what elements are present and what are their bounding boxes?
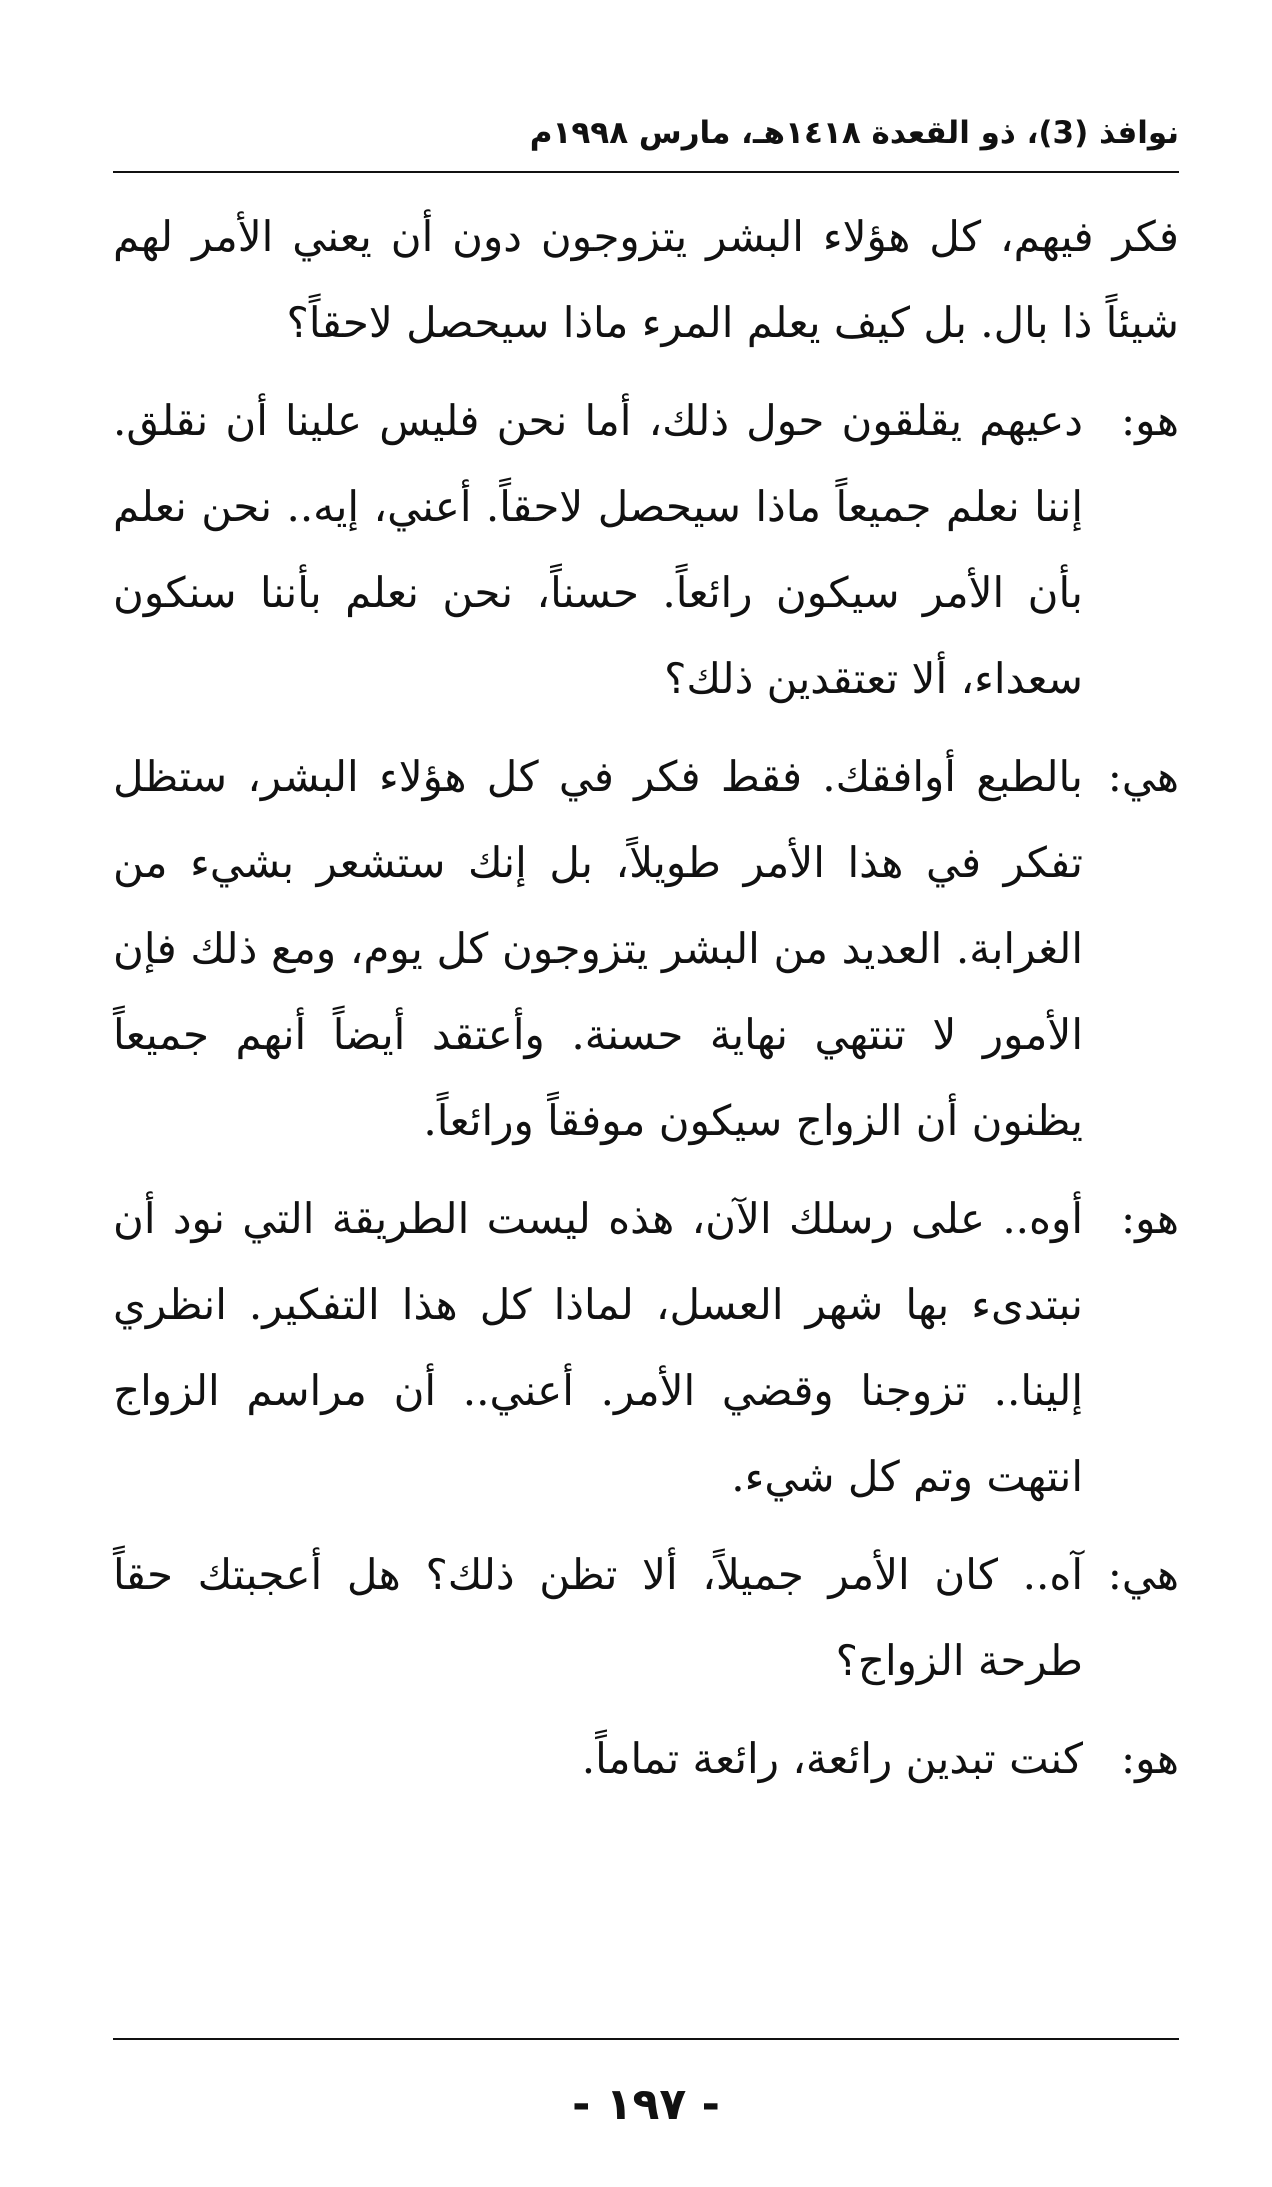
dialogue-paragraph-he bbox=[113, 378, 1179, 722]
dialogue-paragraph-she bbox=[113, 734, 1179, 1164]
running-header: نوافذ (3)، ذو القعدة ١٤١٨هـ، مارس ١٩٩٨م bbox=[529, 115, 1179, 151]
narration-paragraph bbox=[113, 194, 1179, 366]
dialogue-paragraph-he bbox=[113, 1176, 1179, 1520]
dialogue-text: أوه.. على رسلك الآن، هذه ليست الطريقة التي نود أن نبتدىء بها شهر العسل، لماذا كل هذا التفكير. انظري إلينا.. تزوجنا وقضي الأمر. أعني.. أن مراسم الزواج انتهت وتم كل شيء. bbox=[113, 1194, 1083, 1501]
dialogue-paragraph-he bbox=[113, 1716, 1179, 1802]
dialogue-text: كنت تبدين رائعة، رائعة تماماً. bbox=[581, 1734, 1083, 1783]
dialogue-text: دعيهم يقلقون حول ذلك، أما نحن فليس علينا أن نقلق. إننا نعلم جميعاً ماذا سيحصل لاحقاً. أعني، إيه.. نحن نعلم بأن الأمر سيكون رائعاً. حسناً، نحن نعلم بأننا سنكون سعداء، ألا تعتقدين ذلك؟ bbox=[113, 396, 1083, 703]
dialogue-text: آه.. كان الأمر جميلاً، ألا تظن ذلك؟ هل أعجبتك حقاً طرحة الزواج؟ bbox=[113, 1550, 1083, 1685]
dialogue-paragraph-she bbox=[113, 1532, 1179, 1704]
speaker-label: هو: bbox=[1121, 1194, 1179, 1243]
speaker-label: هو: bbox=[1121, 396, 1179, 445]
book-page bbox=[113, 0, 1179, 2187]
page-number: - ١٩٧ - bbox=[572, 2079, 720, 2130]
speaker-label: هو: bbox=[1121, 1734, 1179, 1783]
header-rule bbox=[113, 171, 1179, 173]
dialogue-text: بالطبع أوافقك. فقط فكر في كل هؤلاء البشر، ستظل تفكر في هذا الأمر طويلاً، بل إنك ستشعر بشيء من الغرابة. العديد من البشر يتزوجون كل يوم، ومع ذلك فإن الأمور لا تنتهي نهاية حسنة. وأعتقد أيضاً أنهم جميعاً يظنون أن الزواج سيكون موفقاً ورائعاً. bbox=[113, 752, 1083, 1145]
paragraph-text: فكر فيهم، كل هؤلاء البشر يتزوجون دون أن يعني الأمر لهم شيئاً ذا بال. بل كيف يعلم المرء ماذا سيحصل لاحقاً؟ bbox=[113, 212, 1179, 347]
footer-rule bbox=[113, 2038, 1179, 2040]
page-body bbox=[113, 194, 1179, 1814]
speaker-label: هي: bbox=[1107, 1550, 1179, 1599]
speaker-label: هي: bbox=[1107, 752, 1179, 801]
